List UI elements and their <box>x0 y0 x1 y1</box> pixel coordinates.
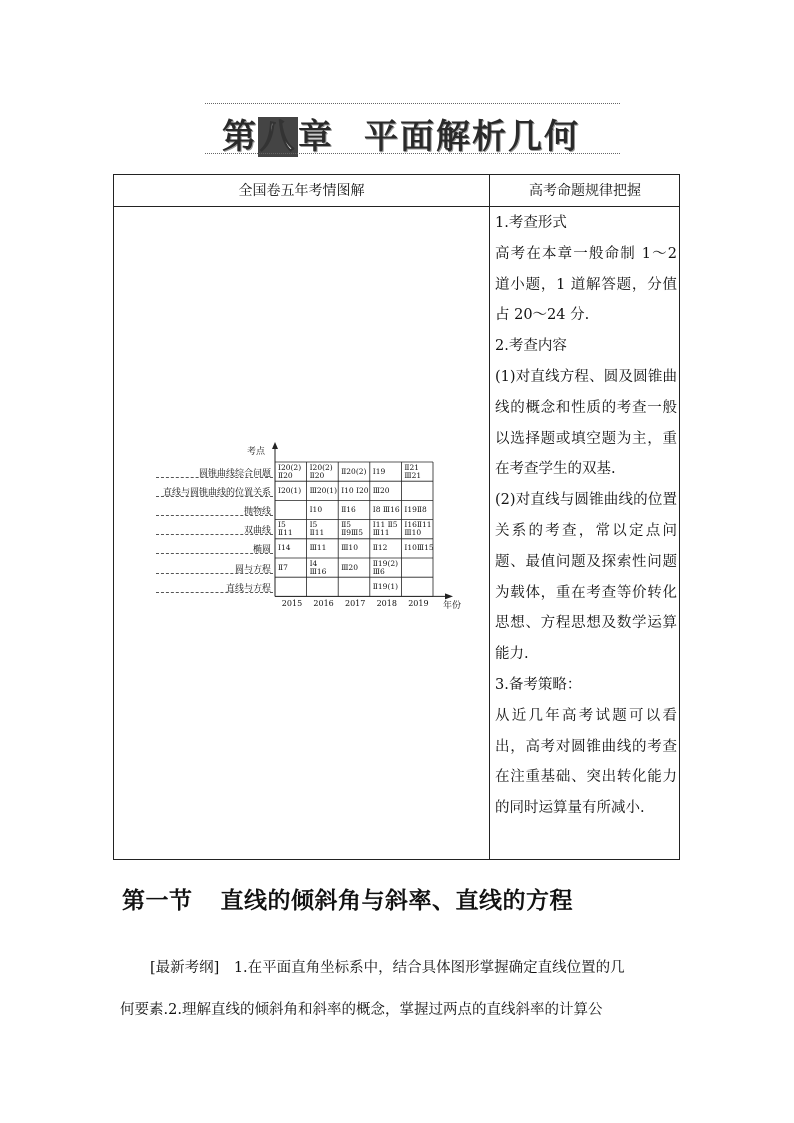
pattern-paragraph: (2)对直线与圆锥曲线的位置关系的考查，常以定点问题、最值问题及探索性问题为载体，重在考查等价转化思想、方程思想及数学运算能力. <box>495 492 677 663</box>
table-cell <box>278 564 288 572</box>
cell-entry: Ⅰ10 Ⅰ20 <box>341 485 369 495</box>
topic-label: 直线与方程 <box>225 583 271 594</box>
syllabus-line-1: [最新考纲] 1.在平面直角坐标系中，结合具体图形掌握确定直线位置的几 <box>150 960 625 976</box>
section-name: 直线的倾斜角与斜率、直线的方程 <box>220 888 573 914</box>
cell-entry: Ⅲ6 <box>372 566 385 576</box>
cell-entry: Ⅰ4 <box>309 558 318 568</box>
cell-entry: Ⅱ9Ⅲ5 <box>341 528 364 538</box>
header-left: 全国卷五年考情图解 <box>238 183 365 199</box>
cell-entry: Ⅰ10 <box>309 505 323 514</box>
table-cell <box>310 464 333 480</box>
topic-year-chart <box>150 440 460 620</box>
section-number: 第一节 <box>122 888 193 914</box>
cell-entry: Ⅱ5 <box>341 520 352 530</box>
table-cell <box>310 506 323 514</box>
table-cell <box>310 560 327 576</box>
cell-entry: Ⅱ20(2) <box>341 466 367 476</box>
pattern-paragraph: 2.考查内容 <box>495 338 567 355</box>
cell-entry: Ⅰ10Ⅲ15 <box>404 543 434 553</box>
cell-entry: Ⅱ19(1) <box>372 581 399 591</box>
table-cell <box>278 544 291 552</box>
table-cell <box>373 560 398 576</box>
chapter-prefix: 第 <box>222 117 258 157</box>
topic-label: 椭圆 <box>252 545 271 556</box>
topic-label: 双曲线 <box>243 526 271 537</box>
chapter-suffix: 章 <box>298 117 334 157</box>
syllabus-line-2: 何要素.2.理解直线的倾斜角和斜率的概念，掌握过两点的直线斜率的计算公 <box>120 1002 603 1018</box>
banner-dotted-rule-top <box>205 103 620 104</box>
cell-entry: Ⅰ20(2) <box>309 462 333 472</box>
y-axis-arrow <box>272 442 278 449</box>
table-cell <box>341 521 363 537</box>
table-cell <box>373 521 398 537</box>
table-cell <box>373 544 388 552</box>
cell-entry: Ⅰ20(2) <box>278 462 302 472</box>
topic-leader <box>156 573 273 574</box>
table-cell <box>373 468 386 476</box>
year-label: 2019 <box>408 599 429 609</box>
cell-entry: Ⅱ20 <box>278 470 293 480</box>
cell-entry: Ⅰ5 <box>309 520 318 530</box>
cell-entry: Ⅲ16 <box>309 566 327 576</box>
cell-entry: Ⅱ7 <box>278 562 288 572</box>
year-label: 2017 <box>345 599 366 609</box>
cell-entry: Ⅱ12 <box>372 543 388 553</box>
cell-entry: Ⅰ16Ⅱ11 <box>404 520 432 530</box>
topic-leader <box>156 515 273 516</box>
cell-entry: Ⅲ10 <box>341 543 358 553</box>
topic-label: 圆锥曲线综合问题 <box>198 468 271 479</box>
cell-entry: Ⅰ5 <box>278 520 286 530</box>
cell-entry: Ⅱ11 <box>278 528 293 538</box>
topic-leader <box>156 592 273 593</box>
cell-entry: Ⅱ16 <box>341 505 356 514</box>
section-title <box>122 882 573 915</box>
pattern-paragraph: 3.备考策略： <box>495 676 582 693</box>
cell-entry: Ⅰ11 Ⅱ5 <box>372 520 398 530</box>
chapter-number: 八 <box>260 117 296 157</box>
cell-entry: Ⅲ11 <box>372 528 390 538</box>
topic-leader <box>156 477 273 478</box>
cell-entry: Ⅱ21 <box>404 462 420 472</box>
y-axis-label: 考点 <box>247 447 266 457</box>
table-cell <box>278 487 301 495</box>
cell-entry: Ⅰ14 <box>278 543 291 553</box>
pattern-paragraph: (1)对直线方程、圆及圆锥曲线的概念和性质的考查一般以选择题或填空题为主，重在考查学生的双基. <box>495 368 677 478</box>
table-cell <box>404 544 433 552</box>
table-cell <box>373 487 390 495</box>
pattern-paragraph: 高考在本章一般命制 1～2 道小题，1 道解答题，分值占 20～24 分. <box>495 245 677 324</box>
topic-leader <box>156 496 273 497</box>
topic-leader <box>156 534 273 535</box>
header-right: 高考命题规律把握 <box>529 183 641 199</box>
x-axis-label: 年份 <box>443 601 462 612</box>
topic-label: 圆与方程 <box>234 564 271 575</box>
table-cell <box>341 468 366 476</box>
topic-label: 抛物线 <box>243 507 271 517</box>
exam-pattern-column <box>495 208 677 824</box>
cell-entry: Ⅲ20 <box>372 485 390 495</box>
table-cell <box>341 506 356 514</box>
table-cell <box>404 521 431 537</box>
cell-entry: Ⅱ11 <box>309 528 325 538</box>
table-cell <box>310 521 325 537</box>
chapter-name: 平面解析几何 <box>364 117 580 157</box>
topic-label: 直线与圆锥曲线的位置关系 <box>162 487 271 498</box>
cell-entry: Ⅲ11 <box>309 543 327 553</box>
table-cell <box>404 464 421 480</box>
cell-entry: Ⅱ20 <box>309 470 325 480</box>
chapter-title <box>222 109 580 158</box>
cell-entry: Ⅲ20 <box>341 562 358 572</box>
table-cell <box>278 521 293 537</box>
table-cell <box>310 487 337 495</box>
cell-entry: Ⅲ20(1) <box>309 485 337 495</box>
pattern-paragraph: 从近几年高考试题可以看出，高考对圆锥曲线的考查在注重基础、突出转化能力的同时运算量有所减小. <box>495 707 677 817</box>
table-cell <box>341 544 358 552</box>
table-cell <box>278 464 301 480</box>
year-label: 2018 <box>376 599 397 609</box>
table-cell <box>341 564 358 572</box>
cell-entry: Ⅲ10 <box>404 528 422 538</box>
cell-entry: Ⅲ21 <box>404 470 422 480</box>
banner-dotted-rule-bottom <box>205 153 620 154</box>
cell-entry: Ⅰ8 Ⅲ16 <box>372 505 400 514</box>
table-cell <box>404 506 426 514</box>
cell-entry: Ⅰ19Ⅱ8 <box>404 505 427 514</box>
table-cell <box>310 544 327 552</box>
cell-entry: Ⅰ19 <box>372 466 386 476</box>
chapter-banner <box>0 96 794 166</box>
pattern-paragraph: 1.考查形式 <box>495 215 567 231</box>
year-label: 2015 <box>281 599 303 609</box>
table-cell <box>373 583 398 591</box>
cell-entry: Ⅰ20(1) <box>278 485 302 495</box>
cell-entry: Ⅱ19(2) <box>372 558 399 568</box>
year-label: 2016 <box>313 599 334 609</box>
topic-leader <box>156 553 273 554</box>
table-cell <box>373 506 400 514</box>
table-cell <box>341 487 368 495</box>
